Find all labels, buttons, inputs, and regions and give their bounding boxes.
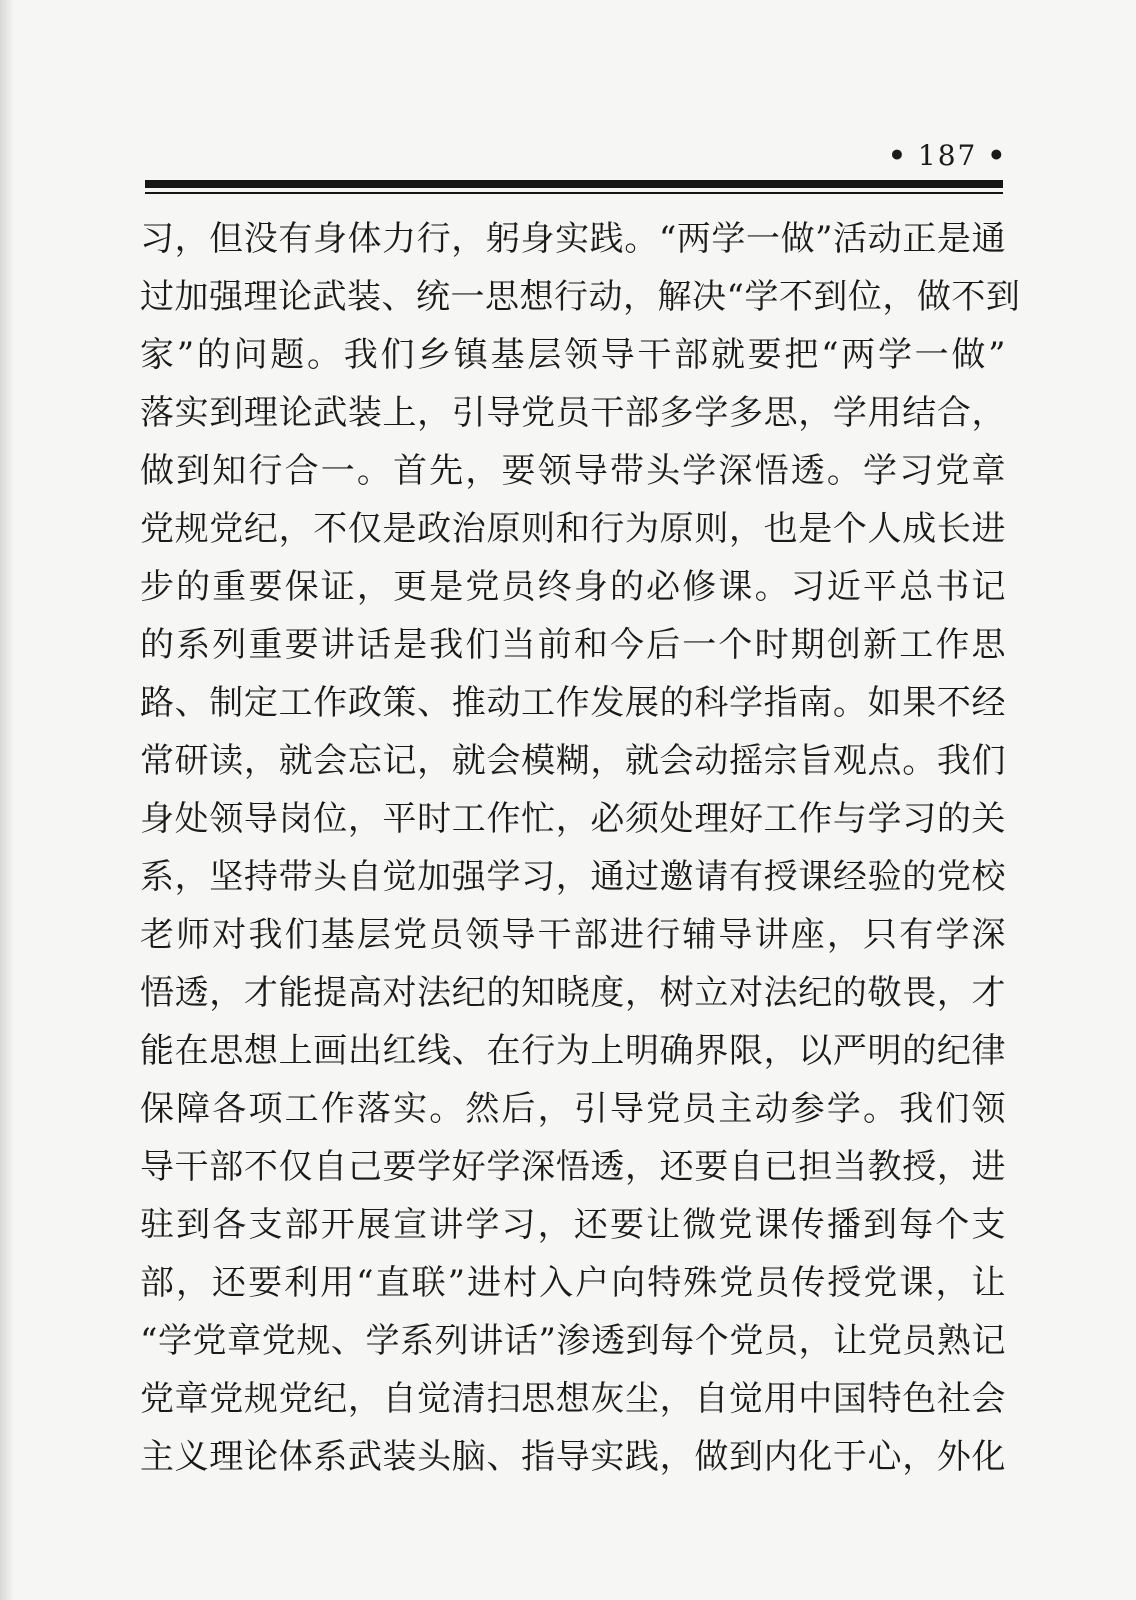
text-line: 能在思想上画出红线、在行为上明确界限，以严明的纪律 bbox=[140, 1031, 1006, 1071]
text-line: 路、制定工作政策、推动工作发展的科学指南。如果不经 bbox=[140, 683, 1006, 723]
text-line: 党规党纪，不仅是政治原则和行为原则，也是个人成长进 bbox=[140, 509, 1006, 549]
text-line: 党章党规党纪，自觉清扫思想灰尘，自觉用中国特色社会 bbox=[140, 1379, 1006, 1419]
text-line: 部，还要利用“直联”进村入户向特殊党员传授党课，让 bbox=[140, 1263, 1006, 1303]
text-line: “学党章党规、学系列讲话”渗透到每个党员，让党员熟记 bbox=[140, 1321, 1006, 1361]
text-line: 悟透，才能提高对法纪的知晓度，树立对法纪的敬畏，才 bbox=[140, 973, 1006, 1013]
bullet-dot-icon: • bbox=[888, 139, 908, 172]
text-line: 常研读，就会忘记，就会模糊，就会动摇宗旨观点。我们 bbox=[140, 741, 1006, 781]
text-line: 导干部不仅自己要学好学深悟透，还要自已担当教授，进 bbox=[140, 1147, 1006, 1187]
text-line: 主义理论体系武装头脑、指导实践，做到内化于心，外化 bbox=[140, 1437, 1006, 1477]
text-line: 步的重要保证，更是党员终身的必修课。习近平总书记 bbox=[140, 567, 1006, 607]
text-line: 保障各项工作落实。然后，引导党员主动参学。我们领 bbox=[140, 1089, 1006, 1129]
page-number: 187 bbox=[917, 139, 978, 172]
text-line: 家”的问题。我们乡镇基层领导干部就要把“两学一做” bbox=[140, 335, 1006, 375]
header-rule-thin bbox=[145, 192, 1003, 194]
text-line: 的系列重要讲话是我们当前和今后一个时期创新工作思 bbox=[140, 625, 1006, 665]
text-line: 过加强理论武装、统一思想行动，解决“学不到位，做不到 bbox=[140, 277, 1021, 317]
header-rule-thick bbox=[145, 180, 1003, 188]
text-line: 系，坚持带头自觉加强学习，通过邀请有授课经验的党校 bbox=[140, 857, 1006, 897]
text-line: 身处领导岗位，平时工作忙，必须处理好工作与学习的关 bbox=[140, 799, 1006, 839]
text-line: 驻到各支部开展宣讲学习，还要让微党课传播到每个支 bbox=[140, 1205, 1006, 1245]
body-paragraph bbox=[140, 210, 1021, 1486]
text-line: 落实到理论武装上，引导党员干部多学多思，学用结合， bbox=[140, 393, 1006, 433]
text-line: 习，但没有身体力行，躬身实践。“两学一做”活动正是通 bbox=[140, 219, 1006, 259]
page-number-header bbox=[878, 138, 1017, 174]
text-line: 做到知行合一。首先，要领导带头学深悟透。学习党章 bbox=[140, 451, 1006, 491]
bullet-dot-icon: • bbox=[987, 139, 1008, 172]
text-line: 老师对我们基层党员领导干部进行辅导讲座，只有学深 bbox=[140, 915, 1006, 955]
